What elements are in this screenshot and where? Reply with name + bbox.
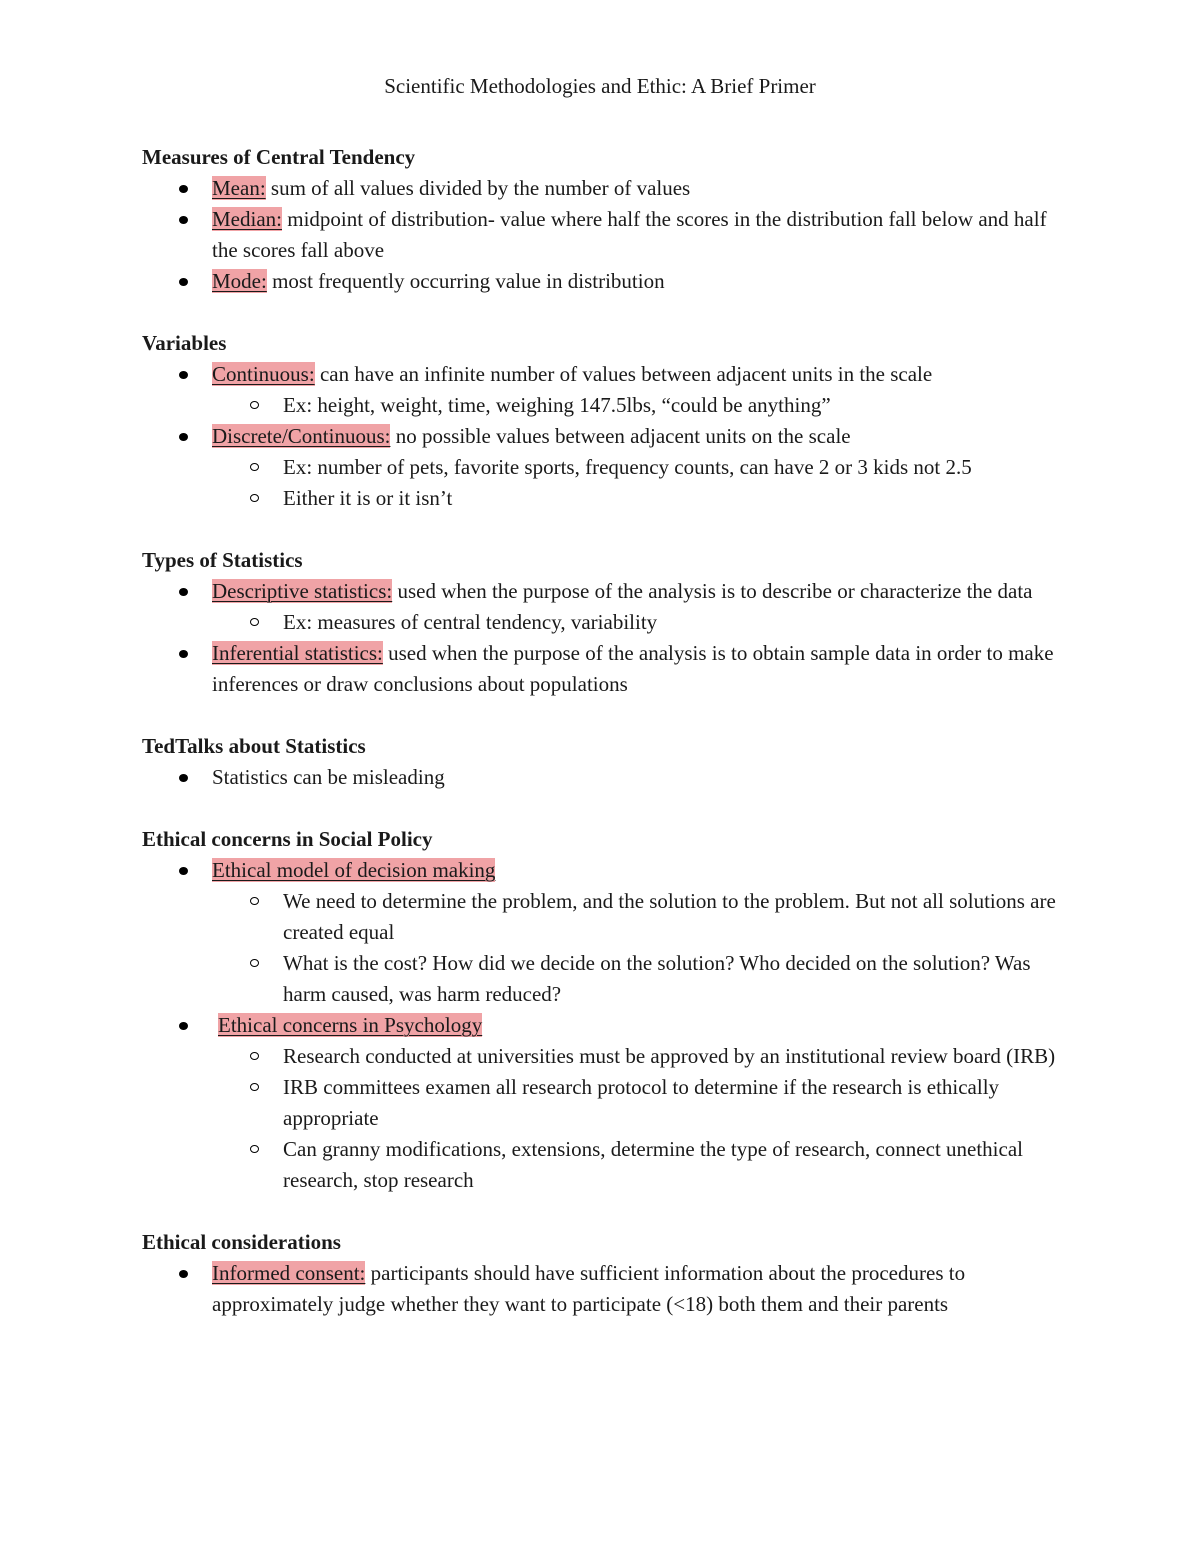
sub-list-item <box>212 607 1072 638</box>
hollow-bullet-icon <box>250 463 259 471</box>
hollow-bullet-icon <box>250 1145 259 1153</box>
bullet-list <box>142 576 1072 700</box>
sub-item-text: What is the cost? How did we decide on the solution? Who decided on the solution? Was harm caused, was harm reduced? <box>283 951 1031 1006</box>
sub-item-text: We need to determine the problem, and the solution to the problem. But not all solutions are created equal <box>283 889 1056 944</box>
sub-bullet-list <box>212 1041 1072 1196</box>
sub-item-text: IRB committees examen all research protocol to determine if the research is ethically appropriate <box>283 1075 1000 1130</box>
hollow-bullet-icon <box>250 1083 259 1091</box>
bullet-list <box>142 359 1072 514</box>
sub-list-item <box>212 390 1072 421</box>
bullet-icon <box>179 433 188 441</box>
section-measures-of-central-tendency <box>142 142 1072 297</box>
item-text: Statistics can be misleading <box>212 765 445 789</box>
bullet-icon <box>179 371 188 379</box>
sub-item-text: Ex: measures of central tendency, variability <box>283 610 658 634</box>
list-item <box>142 1258 1072 1320</box>
highlighted-term: Continuous: <box>212 362 315 386</box>
hollow-bullet-icon <box>250 959 259 967</box>
hollow-bullet-icon <box>250 897 259 905</box>
highlighted-term: Median: <box>212 207 282 231</box>
sub-list-item <box>212 1072 1072 1134</box>
sub-list-item <box>212 483 1072 514</box>
section-heading: Variables <box>142 331 227 355</box>
section-tedtalks-about-statistics <box>142 731 1072 793</box>
highlighted-term: Inferential statistics: <box>212 641 383 665</box>
sub-item-text: Ex: number of pets, favorite sports, frequency counts, can have 2 or 3 kids not 2.5 <box>283 455 972 479</box>
bullet-icon <box>179 774 188 782</box>
item-text: can have an infinite number of values between adjacent units in the scale <box>314 362 933 386</box>
sub-item-text: Ex: height, weight, time, weighing 147.5lbs, “could be anything” <box>283 393 831 417</box>
highlighted-term: Mean: <box>212 176 266 200</box>
bullet-icon <box>179 1270 188 1278</box>
section-ethical-concerns-in-social-policy <box>142 824 1072 1196</box>
list-item <box>142 173 1072 204</box>
bullet-icon <box>179 185 188 193</box>
list-item <box>142 359 1072 421</box>
bullet-list <box>142 762 1072 793</box>
item-text: used when the purpose of the analysis is to describe or characterize the data <box>392 579 1033 603</box>
section-ethical-considerations <box>142 1227 1072 1320</box>
section-heading: Measures of Central Tendency <box>142 145 416 169</box>
sub-list-item <box>212 886 1072 948</box>
item-text: midpoint of distribution- value where half the scores in the distribution fall below and half the scores fall above <box>212 207 1047 262</box>
sub-item-text: Research conducted at universities must be approved by an institutional review board (IRB) <box>283 1044 1056 1068</box>
list-item <box>142 576 1072 638</box>
list-item <box>142 1010 1072 1196</box>
item-text: most frequently occurring value in distribution <box>266 269 665 293</box>
hollow-bullet-icon <box>250 494 259 502</box>
item-text: used when the purpose of the analysis is to obtain sample data in order to make inferences or draw conclusions about populations <box>212 641 1054 696</box>
bullet-icon <box>179 867 188 875</box>
bullet-list <box>142 855 1072 1196</box>
sub-bullet-list <box>212 390 1072 421</box>
sub-bullet-list <box>212 886 1072 1010</box>
item-text: participants should have sufficient information about the procedures to approximately judge whether they want to participate (<18) both them and their parents <box>212 1261 966 1316</box>
sub-bullet-list <box>212 452 1072 514</box>
sub-list-item <box>212 1134 1072 1196</box>
bullet-icon <box>179 650 188 658</box>
sub-list-item <box>212 948 1072 1010</box>
document-title: Scientific Methodologies and Ethic: A Brief Primer <box>384 74 816 98</box>
list-item <box>142 762 1072 793</box>
list-item <box>142 638 1072 700</box>
bullet-list <box>142 173 1072 297</box>
sub-list-item <box>212 1041 1072 1072</box>
highlighted-term: Mode: <box>212 269 267 293</box>
bullet-icon <box>179 588 188 596</box>
document-body <box>142 142 1072 1320</box>
hollow-bullet-icon <box>250 618 259 626</box>
item-text: sum of all values divided by the number of values <box>265 176 691 200</box>
highlighted-term: Informed consent: <box>212 1261 366 1285</box>
highlighted-term: Descriptive statistics: <box>212 579 393 603</box>
item-text: no possible values between adjacent units on the scale <box>390 424 851 448</box>
list-item <box>142 204 1072 266</box>
bullet-icon <box>179 216 188 224</box>
sub-item-text: Can granny modifications, extensions, determine the type of research, connect unethical research, stop research <box>283 1137 1023 1192</box>
sub-list-item <box>212 452 1072 483</box>
section-heading: TedTalks about Statistics <box>142 734 366 758</box>
section-heading: Ethical concerns in Social Policy <box>142 827 433 851</box>
bullet-icon <box>179 278 188 286</box>
bullet-list <box>142 1258 1072 1320</box>
bullet-icon <box>179 1022 188 1030</box>
highlighted-term: Ethical concerns in Psychology <box>218 1013 483 1037</box>
hollow-bullet-icon <box>250 401 259 409</box>
highlighted-term: Ethical model of decision making <box>212 858 496 882</box>
list-item <box>142 421 1072 514</box>
highlighted-term: Discrete/Continuous: <box>212 424 391 448</box>
hollow-bullet-icon <box>250 1052 259 1060</box>
sub-item-text: Either it is or it isn’t <box>283 486 453 510</box>
section-types-of-statistics <box>142 545 1072 700</box>
list-item <box>142 266 1072 297</box>
section-heading: Ethical considerations <box>142 1230 341 1254</box>
sub-bullet-list <box>212 607 1072 638</box>
list-item <box>142 855 1072 1010</box>
section-variables <box>142 328 1072 514</box>
section-heading: Types of Statistics <box>142 548 303 572</box>
